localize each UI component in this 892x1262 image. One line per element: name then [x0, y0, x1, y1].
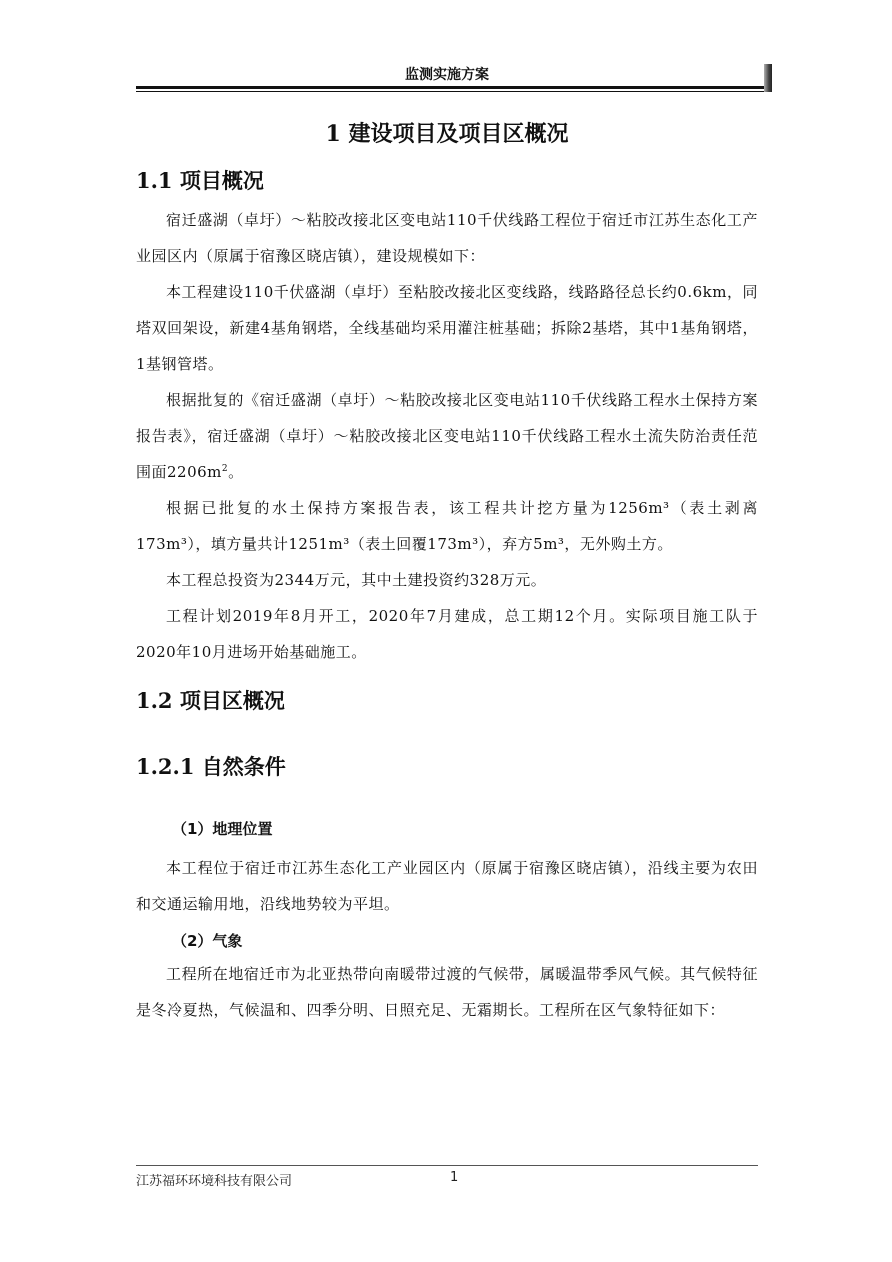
paragraph-5: 本工程总投资为2344万元，其中土建投资约328万元。: [166, 571, 547, 589]
paragraph-3-text: 根据批复的《宿迁盛湖（卓圩）～粘胶改接北区变电站110千伏线路工程水土保持方案报告表》，宿迁盛湖（卓圩）～粘胶改接北区变电站110千伏线路工程水土流失防治责任范围面2206m: [136, 391, 758, 481]
section-1-1-title: 1.1 项目概况: [136, 168, 264, 193]
paragraph-1: 宿迁盛湖（卓圩）～粘胶改接北区变电站110千伏线路工程位于宿迁市江苏生态化工产业园区内（原属于宿豫区晓店镇），建设规模如下：: [136, 211, 758, 265]
page-header-title: 监测实施方案: [405, 67, 489, 83]
footer-company: 江苏福环环境科技有限公司: [136, 1174, 293, 1189]
header-rule-thin: [136, 91, 766, 92]
header-side-bar: [764, 64, 772, 92]
geo-location-heading: （1）地理位置: [172, 820, 273, 838]
climate-text: 工程所在地宿迁市为北亚热带向南暖带过渡的气候带，属暖温带季风气候。其气候特征是冬冷夏热，气候温和、四季分明、日照充足、无霜期长。工程所在区气象特征如下：: [136, 965, 758, 1019]
geo-location-text: 本工程位于宿迁市江苏生态化工产业园区内（原属于宿豫区晓店镇），沿线主要为农田和交通运输用地，沿线地势较为平坦。: [136, 859, 758, 913]
paragraph-3: [136, 382, 758, 490]
paragraph-2: 本工程建设110千伏盛湖（卓圩）至粘胶改接北区变线路，线路路径总长约0.6km，同塔双回架设，新建4基角钢塔，全线基础均采用灌注桩基础；拆除2基塔，其中1基角钢塔，1基钢管塔。: [136, 283, 758, 373]
paragraph-3-superscript: 2: [221, 464, 229, 474]
page-content: [136, 112, 758, 1028]
chapter-title: 1 建设项目及项目区概况: [325, 121, 569, 147]
paragraph-3-end: 。: [228, 463, 244, 481]
section-1-2-title: 1.2 项目区概况: [136, 688, 285, 713]
footer-page-number: 1: [450, 1170, 459, 1185]
paragraph-6: 工程计划2019年8月开工，2020年7月建成，总工期12个月。实际项目施工队于2020年10月进场开始基础施工。: [136, 607, 758, 661]
footer-rule: [136, 1165, 758, 1166]
paragraph-4: 根据已批复的水土保持方案报告表，该工程共计挖方量为1256m³（表土剥离173m³），填方量共计1251m³（表土回覆173m³），弃方5m³，无外购土方。: [136, 499, 758, 553]
header-rule-thick: [136, 86, 766, 89]
climate-heading: （2）气象: [172, 932, 243, 950]
section-1-2-1-title: 1.2.1 自然条件: [136, 754, 286, 779]
